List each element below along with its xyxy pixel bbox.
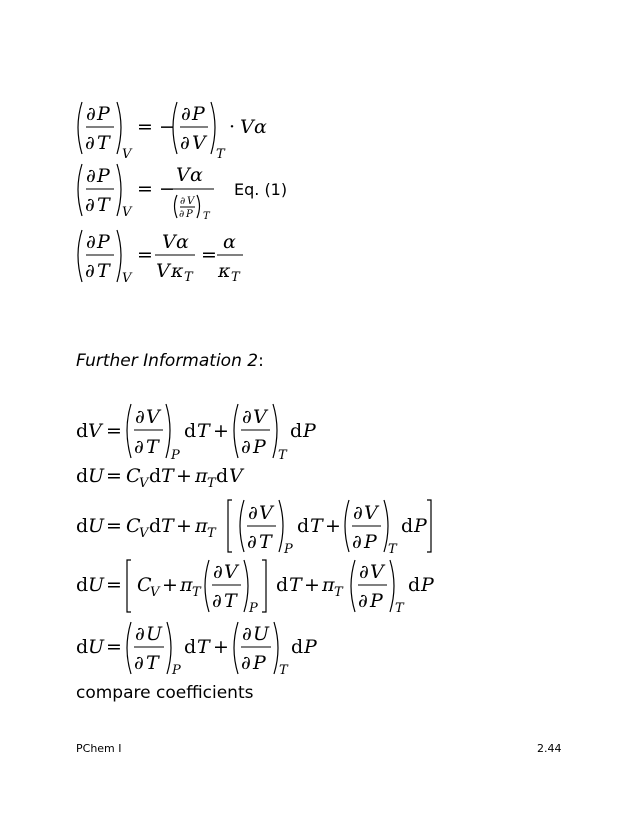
subscript-p: P (284, 542, 293, 557)
differential-d: d (184, 420, 197, 442)
partial-symbol: ∂ (241, 652, 251, 674)
partial-symbol: ∂ (180, 196, 186, 207)
dot-operator: · (229, 116, 236, 138)
differential-d: d (76, 515, 89, 537)
var-p: P (421, 574, 434, 596)
section-heading-colon: : (258, 351, 264, 371)
subscript-v: V (122, 147, 132, 162)
subscript-t: T (184, 270, 193, 285)
var-v: V (224, 561, 238, 583)
var-c: C (137, 574, 152, 596)
partial-symbol: ∂ (135, 406, 145, 428)
var-v: V (240, 116, 254, 138)
equals-minus: = − (137, 178, 175, 200)
subscript-t: T (231, 270, 240, 285)
var-t: T (97, 194, 110, 216)
var-alpha: α (190, 164, 203, 186)
equals: = (106, 515, 122, 537)
var-p: P (97, 103, 110, 125)
plus: + (304, 574, 320, 596)
var-pi: π (322, 574, 335, 596)
var-pi: π (195, 515, 208, 537)
differential-d: d (76, 465, 89, 487)
differential-d: d (216, 465, 229, 487)
partial-symbol: ∂ (135, 623, 145, 645)
partial-symbol: ∂ (180, 132, 190, 154)
var-kappa: κ (171, 260, 184, 282)
differential-d: d (297, 515, 310, 537)
var-v: V (192, 132, 206, 154)
var-v: V (146, 406, 160, 428)
var-t: T (161, 465, 174, 487)
differential-d: d (76, 574, 89, 596)
plus: + (213, 636, 229, 658)
equals: = (106, 420, 122, 442)
plus: + (213, 420, 229, 442)
footer-left: PChem I (76, 742, 122, 755)
equals: = (106, 465, 122, 487)
subscript-p: P (172, 663, 181, 678)
var-pi: π (195, 465, 208, 487)
var-alpha: α (223, 231, 236, 253)
differential-d: d (149, 465, 162, 487)
partial-symbol: ∂ (247, 531, 257, 553)
var-v: V (187, 196, 195, 207)
subscript-v: V (150, 585, 160, 600)
partial-symbol: ∂ (134, 436, 144, 458)
var-p: P (253, 652, 266, 674)
partial-symbol: ∂ (85, 132, 95, 154)
var-t: T (97, 132, 110, 154)
var-t: T (97, 260, 110, 282)
subscript-v: V (139, 476, 149, 491)
var-p: P (303, 420, 316, 442)
var-c: C (126, 515, 141, 537)
var-alpha: α (176, 231, 189, 253)
footer-page-number: 2.44 (537, 742, 562, 755)
partial-symbol: ∂ (181, 103, 191, 125)
var-t: T (259, 531, 272, 553)
var-t: T (146, 436, 159, 458)
subscript-t: T (216, 147, 225, 162)
var-t: T (289, 574, 302, 596)
plus: + (176, 465, 192, 487)
var-u: U (146, 623, 163, 645)
partial-symbol: ∂ (358, 590, 368, 612)
var-p: P (97, 165, 110, 187)
partial-symbol: ∂ (212, 590, 222, 612)
equals: = (106, 636, 122, 658)
differential-d: d (291, 636, 304, 658)
partial-symbol: ∂ (86, 165, 96, 187)
differential-d: d (76, 636, 89, 658)
equation-dv (76, 404, 317, 463)
subscript-t: T (207, 476, 216, 491)
var-v: V (156, 260, 170, 282)
equals: = (137, 244, 153, 266)
var-v: V (370, 561, 384, 583)
var-t: T (146, 652, 159, 674)
partial-symbol: ∂ (134, 652, 144, 674)
partial-symbol: ∂ (85, 260, 95, 282)
section-heading (76, 351, 264, 371)
var-u: U (253, 623, 270, 645)
var-t: T (310, 515, 323, 537)
var-p: P (186, 209, 193, 220)
var-alpha: α (254, 116, 267, 138)
subscript-t: T (388, 542, 397, 557)
equation-du-2 (76, 500, 431, 557)
equation-1 (78, 102, 267, 162)
partial-symbol: ∂ (213, 561, 223, 583)
subscript-p: P (249, 601, 258, 616)
subscript-v: V (122, 271, 132, 286)
equation-du-1 (76, 465, 245, 491)
partial-symbol: ∂ (85, 194, 95, 216)
plus: + (325, 515, 341, 537)
partial-symbol: ∂ (242, 623, 252, 645)
equation-2 (78, 164, 287, 222)
var-v: V (88, 420, 102, 442)
partial-symbol: ∂ (248, 502, 258, 524)
equation-3 (78, 230, 243, 286)
var-u: U (88, 515, 105, 537)
subscript-v: V (122, 205, 132, 220)
subscript-t: T (334, 585, 343, 600)
plus: + (162, 574, 178, 596)
var-v: V (176, 164, 190, 186)
subscript-t: T (192, 585, 201, 600)
closing-text: compare coefficients (76, 683, 254, 703)
var-p: P (414, 515, 427, 537)
subscript-p: P (171, 448, 180, 463)
var-p: P (192, 103, 205, 125)
subscript-t: T (395, 601, 404, 616)
var-kappa: κ (218, 260, 231, 282)
var-c: C (126, 465, 141, 487)
plus: + (176, 515, 192, 537)
var-v: V (253, 406, 267, 428)
partial-symbol: ∂ (242, 406, 252, 428)
differential-d: d (408, 574, 421, 596)
differential-d: d (276, 574, 289, 596)
equation-du-4 (76, 622, 318, 678)
partial-symbol: ∂ (179, 209, 185, 220)
var-u: U (88, 636, 105, 658)
var-t: T (197, 420, 210, 442)
differential-d: d (401, 515, 414, 537)
partial-symbol: ∂ (86, 231, 96, 253)
var-v: V (364, 502, 378, 524)
equation-du-3 (76, 560, 435, 616)
var-p: P (97, 231, 110, 253)
var-v: V (162, 231, 176, 253)
var-p: P (304, 636, 317, 658)
var-p: P (370, 590, 383, 612)
var-p: P (253, 436, 266, 458)
var-v: V (259, 502, 273, 524)
partial-symbol: ∂ (353, 502, 363, 524)
subscript-v: V (139, 526, 149, 541)
subscript-t: T (203, 211, 210, 222)
equation-label: Eq. (1) (234, 180, 288, 199)
var-t: T (161, 515, 174, 537)
subscript-t: T (278, 448, 287, 463)
partial-symbol: ∂ (86, 103, 96, 125)
var-u: U (88, 574, 105, 596)
equals-minus: = − (137, 116, 175, 138)
var-t: T (197, 636, 210, 658)
subscript-t: T (207, 526, 216, 541)
var-p: P (364, 531, 377, 553)
partial-symbol: ∂ (359, 561, 369, 583)
var-v: V (229, 465, 243, 487)
partial-symbol: ∂ (352, 531, 362, 553)
equals: = (201, 244, 217, 266)
differential-d: d (149, 515, 162, 537)
var-t: T (224, 590, 237, 612)
differential-d: d (76, 420, 89, 442)
section-heading-text: Further Information 2 (76, 351, 259, 371)
partial-symbol: ∂ (241, 436, 251, 458)
var-u: U (88, 465, 105, 487)
var-pi: π (180, 574, 193, 596)
equals: = (106, 574, 122, 596)
subscript-t: T (279, 663, 288, 678)
differential-d: d (290, 420, 303, 442)
differential-d: d (184, 636, 197, 658)
